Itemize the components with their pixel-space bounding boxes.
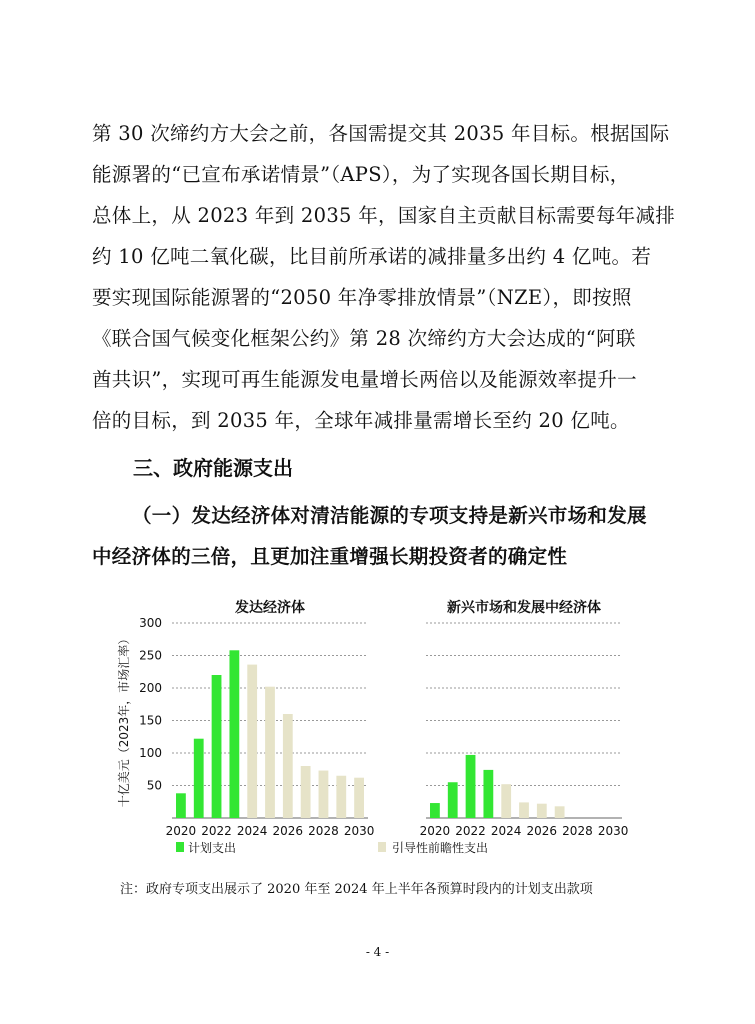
- bar-planned: [212, 675, 222, 818]
- paragraph-line: 第 30 次缔约方大会之前，各国需提交其 2035 年目标。根据国际: [92, 122, 670, 145]
- bar-forward: [555, 806, 565, 818]
- panel-title: 新兴市场和发展中经济体: [447, 600, 601, 616]
- y-tick-label: 300: [139, 616, 162, 630]
- bar-forward: [247, 665, 257, 818]
- x-tick-label: 2030: [597, 824, 629, 838]
- bar-planned: [466, 755, 476, 818]
- x-tick-label: 2026: [272, 824, 304, 838]
- y-tick-label: 150: [139, 713, 162, 728]
- x-tick-label: 2020: [419, 824, 451, 838]
- x-tick-label: 2022: [455, 824, 486, 838]
- panel-title: 发达经济体: [235, 600, 305, 616]
- paragraph-line: 要实现国际能源署的“2050 年净零排放情景”（NZE），即按照: [92, 286, 632, 309]
- x-tick-label: 2030: [343, 824, 375, 838]
- legend-label-forward: 引导性前瞻性支出: [392, 841, 489, 855]
- bar-planned: [229, 650, 239, 818]
- x-tick-label: 2022: [201, 824, 232, 838]
- y-tick-label: 250: [139, 648, 162, 663]
- bar-forward: [283, 714, 293, 818]
- paragraph-line: 约 10 亿吨二氧化碳，比目前所承诺的减排量多出约 4 亿吨。若: [92, 245, 652, 268]
- paragraph-line: 酋共识”，实现可再生能源发电量增长两倍以及能源效率提升一: [92, 368, 637, 391]
- paragraph-line: 《联合国气候变化框架公约》第 28 次缔约方大会达成的“阿联: [92, 327, 636, 350]
- bar-forward: [336, 776, 346, 818]
- subheading-line: 中经济体的三倍，且更加注重增强长期投资者的确定性: [92, 545, 568, 568]
- section-heading: 三、政府能源支出: [133, 456, 293, 480]
- bar-forward: [301, 766, 311, 818]
- paragraph-line: 总体上，从 2023 年到 2035 年，国家自主贡献目标需要每年减排: [92, 204, 676, 227]
- body-paragraph: [92, 113, 676, 441]
- bar-forward: [265, 687, 275, 818]
- subheading: [92, 495, 672, 577]
- bar-forward: [501, 784, 511, 818]
- bar-planned: [448, 782, 458, 818]
- bar-planned: [194, 739, 204, 818]
- x-tick-label: 2028: [562, 824, 593, 838]
- bar-forward: [354, 778, 364, 818]
- legend-label-planned: 计划支出: [188, 841, 237, 855]
- x-tick-label: 2020: [165, 824, 197, 838]
- spending-chart: [110, 590, 630, 860]
- bar-planned: [176, 793, 186, 818]
- subheading-line: （一）发达经济体对清洁能源的专项支持是新兴市场和发展: [132, 504, 647, 527]
- bar-forward: [537, 804, 547, 818]
- y-tick-label: 100: [139, 746, 162, 760]
- x-tick-label: 2026: [526, 824, 558, 838]
- legend-swatch-planned: [176, 842, 184, 852]
- x-tick-label: 2028: [308, 824, 339, 838]
- y-tick-label: 200: [139, 681, 162, 695]
- y-tick-label: 50: [146, 778, 162, 793]
- x-tick-label: 2024: [490, 824, 522, 838]
- paragraph-line: 倍的目标，到 2035 年，全球年减排量需增长至约 20 亿吨。: [92, 409, 630, 432]
- y-axis-label: 十亿美元（2023年，市场汇率）: [117, 632, 131, 808]
- bar-planned: [483, 770, 493, 818]
- legend-swatch-forward: [378, 842, 386, 852]
- bar-planned: [430, 803, 440, 818]
- bar-forward: [319, 771, 329, 818]
- paragraph-line: 能源署的“已宣布承诺情景”（APS），为了实现各国长期目标，: [92, 163, 630, 186]
- page-number: - 4 -: [365, 945, 390, 959]
- x-tick-label: 2024: [236, 824, 268, 838]
- bar-forward: [519, 802, 529, 818]
- chart-note: 注：政府专项支出展示了 2020 年至 2024 年上半年各预算时段内的计划支出款项: [120, 882, 593, 897]
